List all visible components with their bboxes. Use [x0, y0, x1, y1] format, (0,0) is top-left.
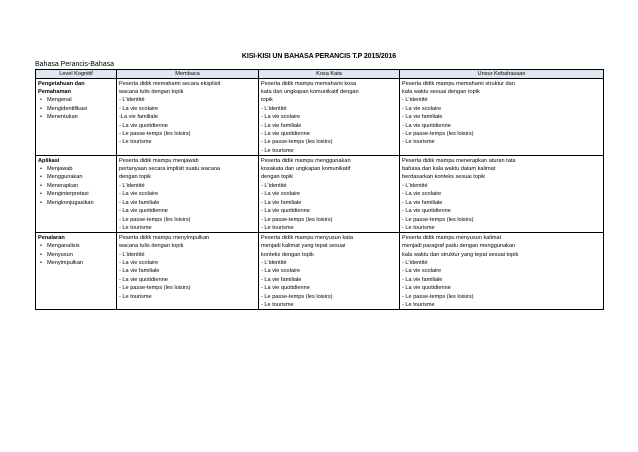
- cell-line: - Le tourisme: [402, 224, 435, 231]
- cell-line: - Le passe-temps (les loisirs): [402, 293, 474, 300]
- cell-line: - Le passe-temps (les loisirs): [119, 216, 191, 223]
- kisi-kisi-table: [35, 69, 604, 310]
- cell-line: dengan topik: [119, 174, 152, 181]
- cell-line: - Le tourisme: [119, 293, 152, 300]
- list-item: • Menjawab: [38, 165, 114, 173]
- cell-line: Peserta didik mampu menggunakan: [261, 157, 351, 164]
- cell-line: - L'identité: [261, 182, 287, 189]
- table-header-row: [36, 70, 604, 79]
- cell-line: - Le tourisme: [119, 139, 152, 146]
- cell-line: Peserta didik mampu memahami kosa: [261, 80, 357, 87]
- list-item: • Menerapkan: [38, 182, 114, 190]
- table-row: [36, 79, 604, 156]
- cell-line: - La vie familiale: [402, 199, 443, 206]
- cell-line: - La vie familiale: [119, 199, 160, 206]
- cell-line: - Le tourisme: [402, 302, 435, 309]
- cell-line: - La vie scolaire: [119, 105, 159, 112]
- list-item: • Mengkonjugasikan: [38, 199, 114, 207]
- cell-line: - La vie scolaire: [261, 114, 301, 121]
- cell-line: kosakata dan ungkapan komunikatif: [261, 166, 351, 173]
- cell-line: - La vie familiale: [261, 276, 302, 283]
- cell-line: - L'identité: [402, 260, 428, 267]
- kosa-kata-cell: [259, 156, 400, 233]
- header-level-kognitif: Level Kognitif: [36, 70, 117, 79]
- cell-line: - La vie scolaire: [119, 191, 159, 198]
- cell-line: menjadi paragraf padu dengan menggunakan: [402, 243, 516, 250]
- list-item: • Menganalisis: [38, 242, 114, 250]
- cell-line: - La vie quotidienne: [261, 285, 310, 292]
- level-heading: Penalaran: [38, 234, 65, 241]
- cell-line: Peserta didik mampu memahami struktur dan: [402, 80, 515, 87]
- cell-line: - La vie quotidienne: [119, 208, 168, 215]
- header-membaca: Membaca: [117, 70, 259, 79]
- cell-line: Peserta didik mampu menyusun kata: [261, 234, 354, 241]
- cell-line: - Le passe-temps (les loisirs): [261, 139, 333, 146]
- kosa-kata-cell: [259, 233, 400, 310]
- table-row: [36, 233, 604, 310]
- document-subtitle: Bahasa Perancis-Bahasa: [35, 61, 114, 68]
- cell-line: - La vie familiale: [261, 122, 302, 129]
- cell-line: - La vie scolaire: [402, 105, 442, 112]
- cell-line: konteks dengan topik: [261, 251, 314, 258]
- cell-line: wacana tulis dengan topik: [119, 243, 184, 250]
- cell-line: - L'identité: [119, 182, 145, 189]
- cell-line: kala waktu dan struktur yang tepat sesuai topik: [402, 251, 519, 258]
- cell-line: berdasarkan konteks sesuai topik: [402, 174, 486, 181]
- cell-line: - L'identité: [402, 182, 428, 189]
- list-item: • Menggunakan: [38, 173, 114, 181]
- cell-line: - La vie quotidienne: [261, 208, 310, 215]
- unsur-kebahasaan-cell: [400, 79, 604, 156]
- header-unsur-kebahasaan: Unsur Kebahasaan: [400, 70, 604, 79]
- cell-line: - Le tourisme: [261, 224, 294, 231]
- cell-line: wacana tulis dengan topik: [119, 88, 184, 95]
- cell-line: - Le passe-temps (les loisirs): [402, 130, 474, 137]
- cell-line: Peserta didik memahami secara eksplisit: [119, 80, 221, 87]
- cell-line: - Le passe-temps (les loisirs): [402, 216, 474, 223]
- cell-line: - La vie familiale: [261, 199, 302, 206]
- cell-line: - La vie scolaire: [119, 260, 159, 267]
- level-kognitif-cell: [36, 79, 117, 156]
- cell-line: - La vie familiale: [402, 114, 443, 121]
- unsur-kebahasaan-cell: [400, 156, 604, 233]
- cell-line: bahasa dan kala waktu dalam kalimat: [402, 166, 496, 173]
- cell-line: - L'identité: [119, 97, 145, 104]
- level-kognitif-cell: [36, 156, 117, 233]
- cell-line: - L'identité: [402, 97, 428, 104]
- list-item: • Mengenal: [38, 96, 114, 104]
- level-heading: Pengetahuan dan: [38, 80, 85, 87]
- level-kognitif-cell: [36, 233, 117, 310]
- membaca-cell: [117, 233, 259, 310]
- level-skill-list: [38, 242, 114, 267]
- cell-line: Peserta didik mampu menerapkan aturan tata: [402, 157, 516, 164]
- cell-line: - L'identité: [261, 105, 287, 112]
- cell-line: - La vie familiale: [119, 268, 160, 275]
- cell-line: - Le passe-temps (les loisirs): [119, 130, 191, 137]
- unsur-kebahasaan-cell: [400, 233, 604, 310]
- cell-line: - La vie quotidienne: [402, 122, 451, 129]
- cell-line: - La vie quotidienne: [119, 122, 168, 129]
- cell-line: Peserta didik mampu menyimpulkan: [119, 234, 210, 241]
- cell-line: - L'identité: [261, 260, 287, 267]
- cell-line: - Le tourisme: [119, 224, 152, 231]
- cell-line: -La vie familiale: [119, 114, 158, 121]
- level-skill-list: [38, 96, 114, 121]
- cell-line: Peserta didik mampu menyusun kalimat: [402, 234, 502, 241]
- cell-line: - La vie quotidienne: [402, 208, 451, 215]
- cell-line: - La vie quotidienne: [261, 130, 310, 137]
- list-item: • Mengidentifikasi: [38, 105, 114, 113]
- cell-line: kata dan ungkapan komunikatif dengan: [261, 88, 359, 95]
- membaca-cell: [117, 79, 259, 156]
- cell-line: menjadi kalimat yang tepat sesuai: [261, 243, 346, 250]
- list-item: • Menginterpretasi: [38, 190, 114, 198]
- cell-line: - Le passe-temps (les loisirs): [261, 216, 333, 223]
- cell-line: - La vie scolaire: [402, 191, 442, 198]
- cell-line: - La vie scolaire: [261, 268, 301, 275]
- cell-line: topik: [261, 97, 273, 104]
- document-title: KISI-KISI UN BAHASA PERANCIS T.P 2015/2016: [241, 53, 397, 60]
- cell-line: - La vie scolaire: [261, 191, 301, 198]
- cell-line: - La vie scolaire: [402, 268, 442, 275]
- cell-line: Peserta didik mampu menjawab: [119, 157, 199, 164]
- cell-line: - Le passe-temps (les loisirs): [119, 285, 191, 292]
- cell-line: dengan topik: [261, 174, 294, 181]
- cell-line: pertanyaan secara implisit suatu wacana: [119, 166, 221, 173]
- level-heading: Pemahaman: [38, 88, 71, 95]
- kosa-kata-cell: [259, 79, 400, 156]
- cell-line: kala waktu sesuai dengan topik: [402, 88, 480, 95]
- cell-line: - L'identité: [119, 251, 145, 258]
- level-skill-list: [38, 165, 114, 207]
- cell-line: - Le tourisme: [261, 302, 294, 309]
- cell-line: - La vie quotidienne: [119, 276, 168, 283]
- table-row: [36, 156, 604, 233]
- cell-line: - Le tourisme: [402, 139, 435, 146]
- membaca-cell: [117, 156, 259, 233]
- level-heading: Aplikasi: [38, 157, 60, 164]
- header-kosa-kata: Kosa Kata: [259, 70, 400, 79]
- cell-line: - Le passe-temps (les loisirs): [261, 293, 333, 300]
- cell-line: - Le tourisme: [261, 147, 294, 154]
- cell-line: - La vie quotidienne: [402, 285, 451, 292]
- cell-line: - La vie familiale: [402, 276, 443, 283]
- list-item: • Menyimpulkan: [38, 259, 114, 267]
- list-item: • Menentukan: [38, 113, 114, 121]
- list-item: • Menyusun: [38, 251, 114, 259]
